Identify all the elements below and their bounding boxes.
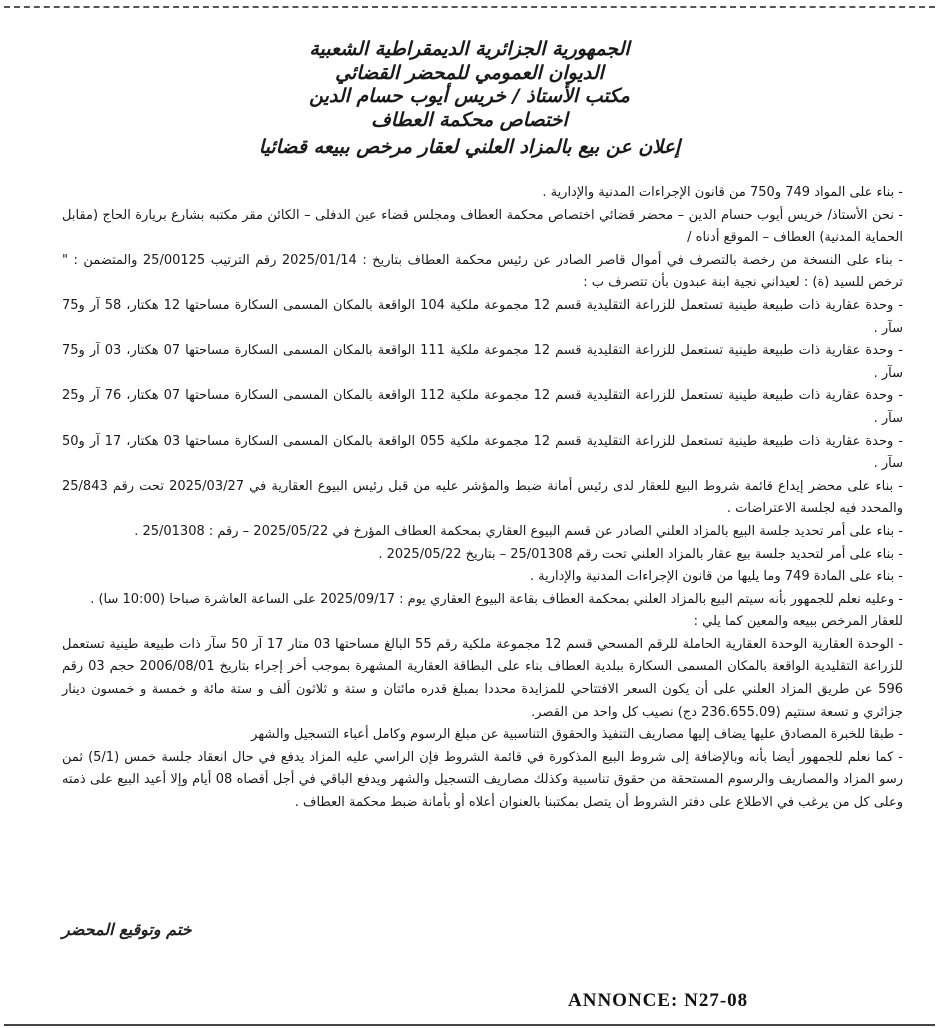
bottom-border — [4, 1024, 935, 1026]
paragraph: - بناء على أمر تحديد جلسة البيع بالمزاد العلني الصادر عن قسم البيوع العقاري بمحكمة العطاف المؤرخ في 2025/05/22 – رقم : 25/01308 . — [134, 523, 903, 539]
header-line-title: إعلان عن بيع بالمزاد العلني لعقار مرخص ببيعه قضائيا — [258, 136, 681, 158]
signature-label: ختم وتوقيع المحضر — [62, 920, 192, 939]
paragraph: - الوحدة العقارية الوحدة العقارية الحاملة للرقم المسحي قسم 12 مجموعة ملكية رقم 55 البالغ مساحتها 03 متار 17 آر 50 سآر ذات طبيعة طينية تستعمل للزراعة التقليدية الواقعة بالمكان المسمى السكارة ببلدية العطاف بناء على البطاقة العقارية المشهرة بموجب أخر إجراء بتاريخ 2006/08/01 حجم 03 رقم 596 عن طريق المزاد العلني على أن يكون السعر الافتتاحي للمزايدة محددا بمبلغ قدره مائتان و ستة و ثلاثون ألف و ستة مائة و خمسة و خمسون دينار جزائري و تسعة سنتيم (236.655.09 دج) نصيب كل واحد من القصر. — [62, 636, 904, 720]
paragraph: - بناء على أمر لتحديد جلسة بيع عقار بالمزاد العلني تحت رقم 25/01308 – بتاريخ 2025/05/22 . — [378, 546, 903, 562]
paragraph: - وعليه نعلم للجمهور بأنه سيتم البيع بالمزاد العلني بمحكمة العطاف بقاعة البيوع العقاري يوم : 2025/09/17 على الساعة العاشرة صباحا (10:00 سا) . — [90, 591, 903, 607]
paragraph: - وحدة عقارية ذات طبيعة طينية تستعمل للزراعة التقليدية قسم 12 مجموعة ملكية 111 الواقعة بالمكان المسمى السكارة مساحتها 07 هكتار، 03 آر و75 سآر . — [62, 343, 903, 381]
paragraph: - بناء على محضر إيداع قائمة شروط البيع للعقار لدى رئيس أمانة ضبط والمؤشر عليه من قبل رئيس البيوع العقارية في 2025/03/27 تحت رقم 25/843 والمحدد فيه لجلسة الاعتراضات . — [62, 478, 903, 517]
paragraph: - نحن الأستاذ/ خريس أيوب حسام الدين – محضر قضائي اختصاص محكمة العطاف ومجلس قضاء عين الدفلى – الكائن مقر مكتبه بشارع بريارة الحاج (مقابل الحماية المدنية) العطاف – الموقع أدناه / — [62, 207, 903, 246]
header-line-republic: الجمهورية الجزائرية الديمقراطية الشعبية — [309, 38, 630, 60]
paragraph: - وحدة عقارية ذات طبيعة طينية تستعمل للزراعة التقليدية قسم 12 مجموعة ملكية 055 الواقعة بالمكان المسمى السكارة مساحتها 03 هكتار، 17 آر و50 سآر . — [62, 433, 903, 472]
paragraph: - طبقا للخبرة المصادق عليها يضاف إليها مصاريف التنفيذ والحقوق التناسبية عن مبلغ الرسوم وكامل أعباء التسجيل والشهر — [251, 727, 903, 743]
paragraph: - وحدة عقارية ذات طبيعة طينية تستعمل للزراعة التقليدية قسم 12 مجموعة ملكية 112 الواقعة بالمكان المسمى السكارة مساحتها 07 هكتار، 76 آر و25 سآر . — [62, 388, 903, 426]
top-dashed-border — [4, 6, 935, 8]
paragraph: - كما نعلم للجمهور أيضا بأنه وبالإضافة إلى شروط البيع المذكورة في قائمة الشروط فإن الراسي عليه المزاد يدفع في حال انعقاد جلسة خمس (5/1) ثمن رسو المزاد والمصاريف والرسوم المستحقة من حقوق تناسبية وكذلك مصاريف التسجيل والشهر ويدفع الباقي في أجل أقصاه 08 أيام وإلا أعيد البيع على ذمته وعلى كل من يرغب في الاطلاع على دفتر الشروط أن يتصل بمكتبنا بالعنوان أعلاه أو بأمانة ضبط محكمة العطاف . — [62, 749, 903, 811]
announcement-body — [62, 182, 903, 815]
paragraph: للعقار المرخص ببيعه والمعين كما يلي : — [693, 614, 903, 630]
paragraph: - وحدة عقارية ذات طبيعة طينية تستعمل للزراعة التقليدية قسم 12 مجموعة ملكية 104 الواقعة بالمكان المسمى السكارة مساحتها 12 هكتار، 58 آر و75 سآر . — [62, 297, 903, 336]
header-line-jurisdiction: اختصاص محكمة العطاف — [371, 108, 568, 131]
header-line-office: الديوان العمومي للمحضر القضائي — [335, 61, 604, 84]
header-line-bailiff: مكتب الأستاذ / خريس أيوب حسام الدين — [309, 85, 630, 107]
paragraph: - بناء على النسخة من رخصة بالتصرف في أموال قاصر الصادر عن رئيس محكمة العطاف بتاريخ : 2025/01/14 رقم الترتيب 25/00125 والمتضمن : " ترخص للسيد (ة) : لعيداني نجية ابنة عبدون بأن تتصرف ب : — [62, 252, 903, 291]
paragraph: - بناء على المواد 749 و750 من قانون الإجراءات المدنية والإدارية . — [542, 185, 903, 200]
annonce-number: ANNONCE: N27-08 — [568, 990, 749, 1011]
paragraph: - بناء على المادة 749 وما يليها من قانون الإجراءات المدنية والإدارية . — [529, 569, 903, 585]
header-block — [40, 38, 899, 161]
